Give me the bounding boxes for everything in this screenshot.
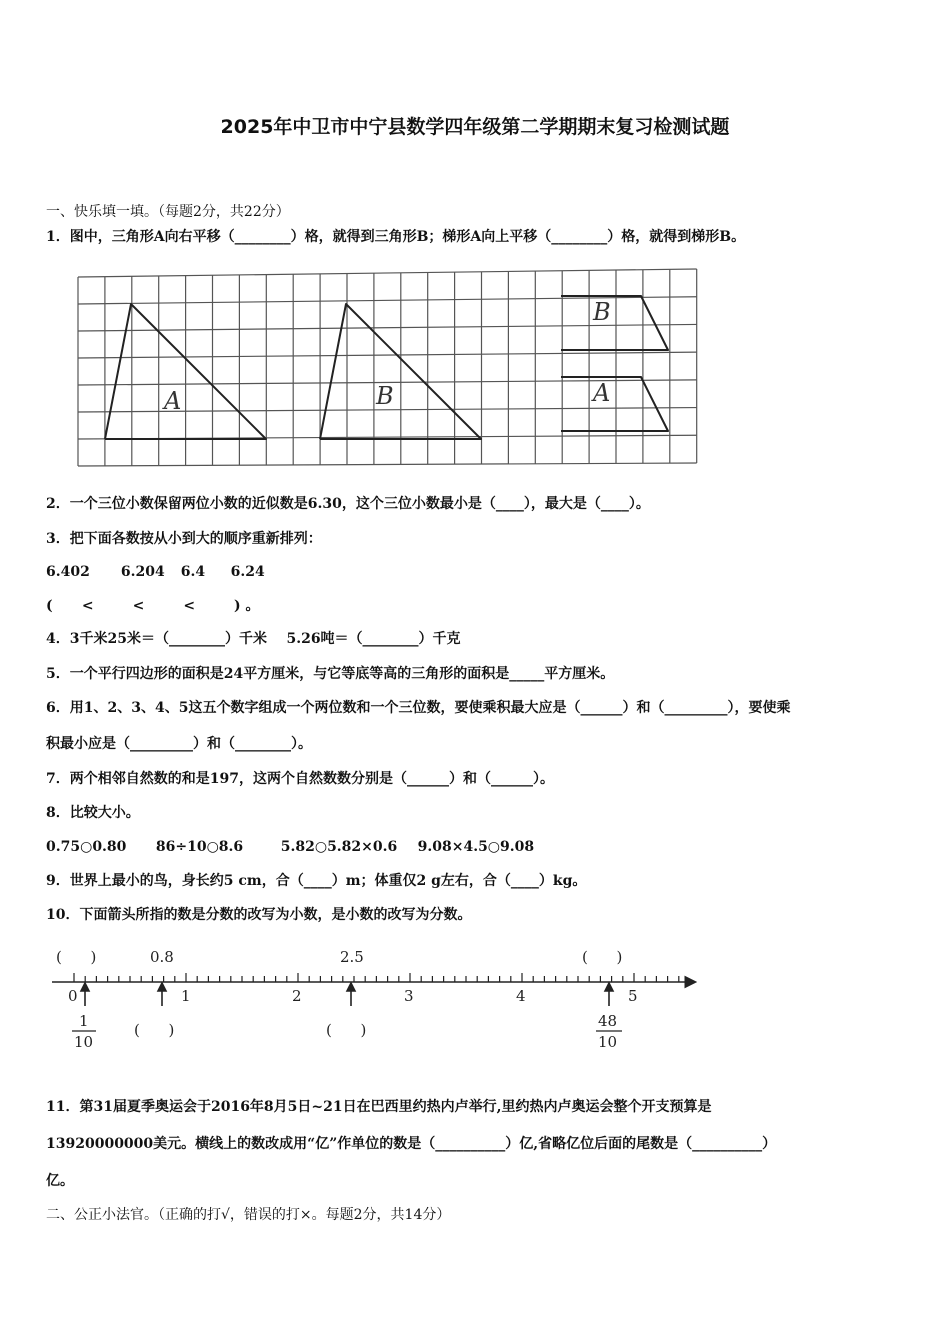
q8-item: 86÷10○8.6 xyxy=(155,839,244,855)
q3-number: 6.402 xyxy=(46,564,90,580)
page-title: 2025年中卫市中宁县数学四年级第二学期期末复习检测试题 xyxy=(220,116,730,138)
answer-blank-2: ( ) xyxy=(326,1021,367,1039)
question-3: 3．把下面各数按从小到大的顺序重新排列： xyxy=(46,531,322,547)
section1-heading: 一、快乐填一填。（每题2分，共22分） xyxy=(46,204,290,220)
question-11-line3: 亿。 xyxy=(46,1173,74,1189)
top-label-blank-left: ( ) xyxy=(56,948,97,966)
axis-label-2: 2 xyxy=(292,987,302,1005)
top-label-blank-right: ( ) xyxy=(582,948,623,966)
q3-number: 6.24 xyxy=(230,564,265,580)
question-7: 7．两个相邻自然数的和是197，这两个自然数数分别是（______）和（______）。 xyxy=(46,771,554,787)
fraction-2-numerator: 48 xyxy=(598,1012,618,1030)
axis-label-3: 3 xyxy=(404,987,414,1005)
q3-number: 6.4 xyxy=(180,564,206,580)
axis-label-0: 0 xyxy=(68,987,78,1005)
trapezoid-a-shape xyxy=(561,377,668,431)
axis-label-4: 4 xyxy=(516,987,526,1005)
question-6-line2: 积最小应是（_________）和（________）。 xyxy=(46,736,312,752)
question-8: 8．比较大小。 xyxy=(46,805,140,821)
q1-grid-figure xyxy=(74,264,700,472)
question-5: 5．一个平行四边形的面积是24平方厘米，与它等底等高的三角形的面积是_____平方厘米。 xyxy=(46,666,615,682)
question-4: 4．3千米25米＝（________）千米 5.26吨＝（________）千克 xyxy=(46,631,461,647)
q3-numbers xyxy=(46,562,265,582)
q8-item: 5.82○5.82×0.6 xyxy=(280,839,398,855)
fraction-1-denominator: 10 xyxy=(74,1033,94,1051)
axis-label-1: 1 xyxy=(181,987,191,1005)
triangle-b-label: B xyxy=(376,382,394,410)
question-2: 2．一个三位小数保留两位小数的近似数是6.30，这个三位小数最小是（____），最大是（____）。 xyxy=(46,496,650,512)
top-label-2-5: 2.5 xyxy=(340,948,364,966)
top-label-0-8: 0.8 xyxy=(150,948,174,966)
q10-number-line xyxy=(46,940,706,1055)
axis-label-5: 5 xyxy=(628,987,638,1005)
q3-order-line: ( < < < ) 。 xyxy=(46,598,260,614)
trapezoid-b-label: B xyxy=(593,298,611,326)
question-11-line2: 13920000000美元。横线上的数改成用“亿”作单位的数是（__________）亿,省略亿位后面的尾数是（__________） xyxy=(46,1136,777,1152)
question-11-line1: 11．第31届夏季奥运会于2016年8月5日~21日在巴西里约热内卢举行,里约热内卢奥运会整个开支预算是 xyxy=(46,1099,712,1115)
question-1: 1．图中，三角形A向右平移（________）格，就得到三角形B；梯形A向上平移（________）格，就得到梯形B。 xyxy=(46,229,746,245)
fraction-1-numerator: 1 xyxy=(79,1012,89,1030)
trapezoid-b-shape xyxy=(561,296,668,350)
answer-blank-1: ( ) xyxy=(134,1021,175,1039)
q8-item: 0.75○0.80 xyxy=(46,839,127,855)
trapezoid-a-label: A xyxy=(593,379,611,407)
question-9: 9．世界上最小的鸟，身长约5 cm，合（____）m；体重仅2 g左右，合（____）kg。 xyxy=(46,873,587,889)
question-10: 10．下面箭头所指的数是分数的改写为小数，是小数的改写为分数。 xyxy=(46,907,472,923)
q8-item: 9.08×4.5○9.08 xyxy=(417,839,535,855)
section2-heading: 二、公正小法官。（正确的打√，错误的打×。每题2分，共14分） xyxy=(46,1207,451,1223)
q3-number: 6.204 xyxy=(120,564,165,580)
q8-items xyxy=(46,837,534,857)
triangle-a-label: A xyxy=(164,387,182,415)
question-6-line1: 6．用1、2、3、4、5这五个数字组成一个两位数和一个三位数，要使乘积最大应是（______）和（_________），要使乘 xyxy=(46,700,791,716)
fraction-2-denominator: 10 xyxy=(598,1033,618,1051)
